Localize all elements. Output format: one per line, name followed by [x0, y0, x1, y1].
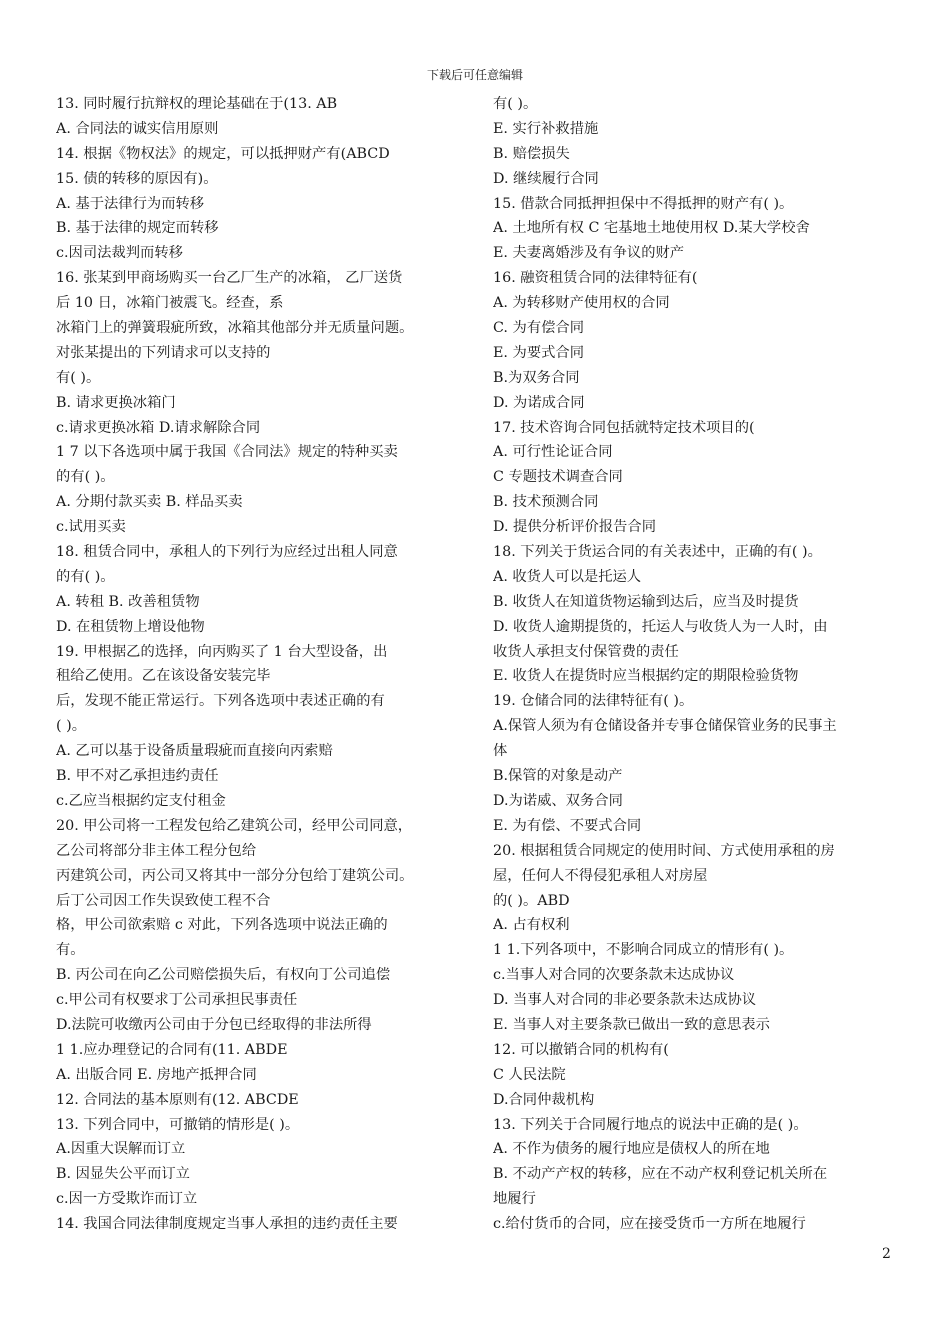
- text-line: 14. 我国合同法律制度规定当事人承担的违约责任主要: [56, 1216, 398, 1233]
- text-line: B.保管的对象是动产: [493, 768, 623, 785]
- text-line: 对张某提出的下列请求可以支持的: [56, 344, 271, 361]
- text-line: 17. 技术咨询合同包括就特定技术项目的(: [493, 419, 755, 436]
- text-line: D. 提供分析评价报告合同: [493, 519, 657, 536]
- page-number: 2: [882, 1246, 891, 1262]
- text-line: E. 为要式合同: [493, 344, 585, 361]
- text-line: 16. 张某到甲商场购买一台乙厂生产的冰箱， 乙厂送货: [56, 270, 403, 287]
- text-line: E. 实行补救措施: [493, 120, 599, 137]
- text-line: D.法院可收缴丙公司由于分包已经取得的非法所得: [56, 1016, 372, 1033]
- left-column: [56, 92, 471, 1237]
- text-line: 18. 租赁合同中，承租人的下列行为应经过出租人同意: [56, 544, 398, 561]
- text-line: 后，发现不能正常运行。下列各选项中表述正确的有: [56, 693, 385, 710]
- text-line: B. 不动产产权的转移，应在不动产权利登记机关所在: [493, 1166, 828, 1183]
- text-line: 的有( )。: [56, 469, 115, 486]
- text-line: 20. 根据租赁合同规定的使用时间、方式使用承租的房: [493, 842, 835, 859]
- text-line: D. 收货人逾期提货的，托运人与收货人为一人时，由: [493, 618, 828, 635]
- text-line: D. 当事人对合同的非必要条款未达成协议: [493, 992, 757, 1009]
- text-line: 15. 债的转移的原因有)。: [56, 170, 218, 187]
- text-line: B. 收货人在知道货物运输到达后，应当及时提货: [493, 593, 799, 610]
- text-line: A. 土地所有权 C 宅基地土地使用权 D.某大学校舍: [493, 220, 810, 237]
- text-line: B. 请求更换冰箱门: [56, 394, 176, 411]
- text-line: A. 出版合同 E. 房地产抵押合同: [56, 1066, 257, 1083]
- text-line: B. 技术预测合同: [493, 494, 599, 511]
- text-line: A. 转租 B. 改善租赁物: [56, 593, 200, 610]
- text-line: 1 1.应办理登记的合同有(11. ABDE: [56, 1041, 288, 1058]
- text-line: D. 为诺成合同: [493, 394, 585, 411]
- text-line: 有( )。: [493, 96, 538, 112]
- text-line: C 专题技术调查合同: [493, 469, 623, 486]
- text-line: 14. 根据《物权法》的规定，可以抵押财产有(ABCD: [56, 145, 390, 162]
- text-line: 收货人承担支付保管费的责任: [493, 643, 679, 660]
- text-line: 1 1.下列各项中，不影响合同成立的情形有( )。: [493, 942, 794, 959]
- text-line: 13. 下列合同中，可撤销的情形是( )。: [56, 1116, 300, 1133]
- text-line: B. 丙公司在向乙公司赔偿损失后，有权向丁公司追偿: [56, 967, 391, 984]
- text-line: B. 甲不对乙承担违约责任: [56, 768, 219, 785]
- text-line: c.试用买卖: [56, 519, 126, 536]
- text-line: E. 收货人在提货时应当根据约定的期限检验货物: [493, 668, 799, 685]
- text-line: 有。: [56, 942, 85, 959]
- text-line: C 人民法院: [493, 1066, 566, 1083]
- text-line: 的有( )。: [56, 568, 115, 585]
- text-line: 格，甲公司欲索赔 c 对此，下列各选项中说法正确的: [56, 917, 388, 934]
- text-line: 12. 合同法的基本原则有(12. ABCDE: [56, 1091, 299, 1108]
- text-line: c.当事人对合同的次要条款未达成协议: [493, 967, 735, 984]
- text-line: A. 基于法律行为而转移: [56, 195, 205, 212]
- text-line: D.为诺威、双务合同: [493, 792, 623, 809]
- text-line: B. 因显失公平而订立: [56, 1166, 190, 1183]
- text-line: 18. 下列关于货运合同的有关表述中，正确的有( )。: [493, 544, 822, 561]
- text-line: A. 分期付款买卖 B. 样品买卖: [56, 494, 243, 511]
- right-column: [493, 92, 901, 1237]
- text-line: A. 可行性论证合同: [493, 444, 613, 461]
- text-line: 乙公司将部分非主体工程分包给: [56, 842, 257, 859]
- text-line: c.乙应当根据约定支付租金: [56, 792, 226, 809]
- text-line: 地履行: [493, 1191, 536, 1208]
- text-line: 15. 借款合同抵押担保中不得抵押的财产有( )。: [493, 195, 794, 212]
- text-line: A. 收货人可以是托运人: [493, 568, 642, 585]
- text-line: c.给付货币的合同，应在接受货币一方所在地履行: [493, 1216, 806, 1233]
- text-line: A. 合同法的诚实信用原则: [56, 120, 219, 137]
- text-line: c.因一方受欺诈而订立: [56, 1191, 198, 1208]
- text-line: 1 7 以下各选项中属于我国《合同法》规定的特种买卖: [56, 444, 398, 461]
- text-line: B. 基于法律的规定而转移: [56, 220, 219, 237]
- text-line: A.保管人须为有仓储设备并专事仓储保管业务的民事主: [493, 718, 837, 735]
- text-line: A. 乙可以基于设备质量瑕疵而直接向丙索赔: [56, 743, 333, 760]
- text-line: A. 占有权利: [493, 917, 570, 934]
- text-line: E. 当事人对主要条款已做出一致的意思表示: [493, 1016, 770, 1033]
- text-line: D. 继续履行合同: [493, 170, 599, 187]
- text-line: 有( )。: [56, 369, 101, 386]
- text-line: 屋，任何人不得侵犯承租人对房屋: [493, 867, 708, 884]
- text-line: A.因重大误解而订立: [56, 1141, 186, 1158]
- text-line: E. 夫妻离婚涉及有争议的财产: [493, 245, 685, 262]
- text-line: 20. 甲公司将一工程发包给乙建筑公司，经甲公司同意，: [56, 817, 413, 834]
- text-line: 租给乙使用。乙在该设备安装完毕: [56, 668, 271, 685]
- text-line: 19. 仓储合同的法律特征有( )。: [493, 693, 694, 710]
- text-line: D.合同仲裁机构: [493, 1091, 595, 1108]
- text-line: D. 在租赁物上增设他物: [56, 618, 205, 635]
- text-line: c.请求更换冰箱 D.请求解除合同: [56, 419, 261, 436]
- text-line: 丙建筑公司，丙公司又将其中一部分分包给丁建筑公司。: [56, 867, 414, 884]
- text-line: c.因司法裁判而转移: [56, 245, 183, 262]
- text-line: 的( )。ABD: [493, 892, 570, 909]
- text-line: 12. 可以撤销合同的机构有(: [493, 1041, 669, 1058]
- text-line: 体: [493, 743, 508, 760]
- text-line: c.甲公司有权要求丁公司承担民事责任: [56, 992, 298, 1009]
- text-line: C. 为有偿合同: [493, 320, 585, 337]
- text-line: B. 赔偿损失: [493, 145, 570, 162]
- text-line: 16. 融资租赁合同的法律特征有(: [493, 270, 698, 287]
- text-line: ( )。: [56, 718, 86, 735]
- page-header: 下载后可任意编辑: [426, 68, 523, 82]
- text-line: 13. 下列关于合同履行地点的说法中正确的是( )。: [493, 1116, 808, 1133]
- text-line: E. 为有偿、不要式合同: [493, 817, 642, 834]
- text-line: 后 10 日，冰箱门被震飞。经查，系: [56, 295, 284, 312]
- text-line: A. 不作为债务的履行地应是债权人的所在地: [493, 1141, 770, 1158]
- text-line: 后丁公司因工作失误致使工程不合: [56, 892, 271, 909]
- text-line: 13. 同时履行抗辩权的理论基础在于(13. AB: [56, 96, 338, 112]
- text-line: 冰箱门上的弹簧瑕疵所致，冰箱其他部分并无质量问题。: [56, 320, 414, 337]
- text-line: A. 为转移财产使用权的合同: [493, 295, 670, 312]
- text-line: 19. 甲根据乙的选择，向丙购买了 1 台大型设备，出: [56, 643, 388, 660]
- text-line: B.为双务合同: [493, 369, 580, 386]
